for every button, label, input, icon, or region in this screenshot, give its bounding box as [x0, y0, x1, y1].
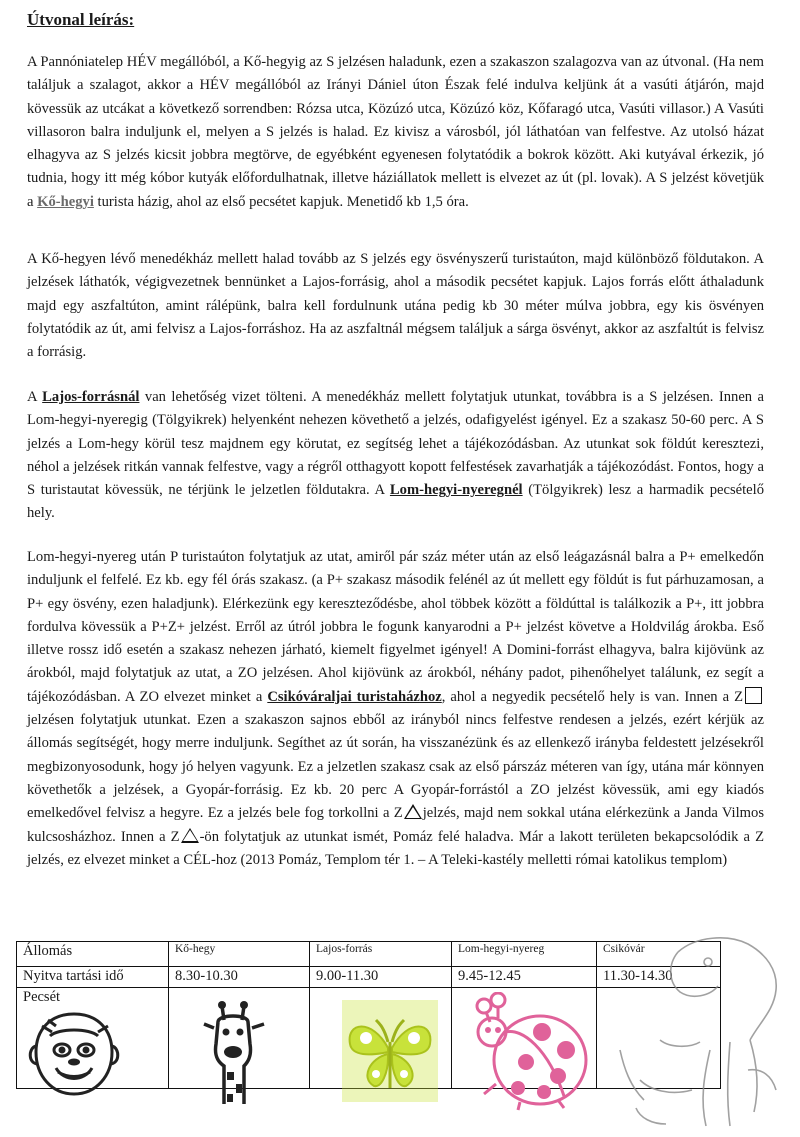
stamp-label: Pecsét [17, 988, 169, 1089]
hours-lajos-forras: 9.00-11.30 [310, 967, 452, 988]
p3-text-a: A [27, 389, 43, 405]
ladybug-stamp-icon [468, 992, 590, 1112]
p3-text-b: van lehetőség vizet tölteni. A menedékház mellett folytatjuk utunkat, továbbra is a S jelzésen. Innen a Lom-hegyi-nyeregig (Tölgyikrek) helyenként nehezen követhető a jelzés, odafigyelést igényel. Ez a szakasz 50-60 perc. A S jelzés a Lom-hegy körül tesz majdnem egy körutat, ez segítség lehet a tájékozódásban. Az utunkat sok földút keresztezi, néhol a jelzések ritkán vannak felfestve, vagy a régről otthagyott kopott felfestések zavarhatják a tájékozódást. Fontos, hogy a S turistautat kövessük, ne térjünk le jelzetlen földutakra. A [27, 389, 764, 499]
p1-text-b: turista házig, ahol az első pecsétet kapjuk. Menetidő kb 1,5 óra. [93, 193, 469, 210]
lom-hegyi-nyereg-link: Lom-hegyi-nyeregnél [389, 482, 523, 499]
giraffe-stamp-icon [200, 1000, 270, 1106]
triangle-trail-mark-icon [404, 804, 422, 819]
triangle-trail-mark-icon [181, 828, 199, 843]
header-station: Állomás [17, 942, 169, 967]
page-title: Útvonal leírás: [27, 10, 135, 29]
hours-ko-hegy: 8.30-10.30 [169, 967, 310, 988]
paragraph-1 [27, 51, 764, 214]
p1-text-a: A Pannóniatelep HÉV megállóból, a Kő-hegyig az S jelzésen haladunk, ezen a szakaszon szalagozva van az útvonal. (Ha nem találjuk a szalagot, akkor a HÉV megállóból az Irányi Dániel úton Észak felé indulva keljünk át a vasúti átjárón, majd kövessük az utcákat a következő sorrendben: Rózsa utca, Közúzó utca, Közúzó köz, Kőfaragó utca, Vasúti villasor.) A Vasúti villasoron balra induljunk el, melyen a S jelzés is halad. Ez kivisz a városból, jól láthatóan van felfestve. Az utolsó házat elhagyva az S jelzés kicsit jobbra megtörve, de egyébként egyenesen folytatódik a bokrok között. Aki kutyával érkezik, jó tudnia, hogy itt még kóbor kutyák előfordulhatnak, illetve háziállatok mellett is elvezet az út (pl. lovak). A S jelzést követjük a [27, 54, 764, 210]
csikovaraljai-link: Csikóváraljai turistaházhoz [267, 688, 442, 705]
hours-csikovar: 11.30-14.30 [597, 967, 721, 988]
p4-text-a: Lom-hegyi-nyereg után P turistaúton folytatjuk az utat, amiről pár száz méter után az első leágazásnál balra a P+ emelkedőn induljunk el felfelé. Ez kb. egy fél órás szakasz. (a P+ szakasz második felénél az út mellett egy földút is fut párhuzamosan, a P+ egy ösvény, ezen haladjunk). Elérkezünk egy kereszteződésbe, ahol többek között a földúttal is találkozik a P+, itt jobbra fordulva kövessük a P+Z+ jelzést. Erről az útról jobbra le fogunk kanyarodni a P+ jelzést követve a Holdvilág árokba. Eső illetve rossz idő esetén a szakasz nehezen járható, kiemelt figyelmet igényel! A Domini-forrást elhagyva, balra kijövünk az árokból, majd folytatjuk az utat, a ZO jelzésen. Ahol kijövünk az árokból, néhány padot, pihenőhelyet találunk, ez segít a tájékozódásban. A ZO elvezet minket a [27, 549, 764, 705]
faded-animal-stamp-icon [600, 930, 790, 1130]
p3-text-c: (Tölgyikrek) lesz a harmadik pecsételő hely. [27, 482, 764, 522]
p4-text-b: , ahol a negyedik pecsételő hely is van. Innen a Z [441, 688, 743, 705]
lajos-forras-link: Lajos-forrásnál [42, 389, 140, 405]
butterfly-stamp-icon [340, 998, 440, 1104]
square-trail-mark-icon [745, 687, 762, 704]
header-ko-hegy: Kő-hegy [169, 942, 310, 967]
paragraph-3 [27, 386, 764, 526]
paragraph-4 [27, 546, 764, 872]
p4-text-c: jelzésen folytatjuk utunkat. Ezen a szakaszon sajnos ebből az irányból nincs felfestve rendesen a jelzés, ezért kérjük az állomás segítségét, hogy merre induljunk. Segíthet az út során, ha visszanézünk és az ellenkező irányba feldestett jelzésekről megbizonyosodunk, hogy jó helyen vagyunk. Ez a jelzetlen szakasz csak az első párszáz méteren van így, utána már könnyen követhetők a jelzések, a Gyopár-forrásig. Ez kb. 20 perc A Gyopár-forrástól a ZO jelzést kövessük, ami egy kiadós emelkedővel felvisz a hegyre. Ez a jelzés bele fog torkollni a Z [27, 712, 764, 822]
ko-hegyi-link: Kő-hegyi [37, 193, 94, 210]
header-lajos-forras: Lajos-forrás [310, 942, 452, 967]
header-csikovar: Csikóvár [597, 942, 721, 967]
paragraph-2: A Kő-hegyen lévő menedékház mellett halad tovább az S jelzés egy ösvényszerű turistaúton, majd különböző földutakon. A jelzések láthatók, végigvezetnek bennünket a Lajos-forrásig, ahol a második pecsétet kapjuk. Lajos forrás előtt áthaladunk majd egy aszfaltúton, amint rálépünk, balra kell fordulnunk utána pedig kb 30 méter múlva jobbra, egy kis ösvényen folytatódik az út, ami felvisz a Lajos-forráshoz. Ha az aszfaltnál mégsem találjuk a sárga ösvényt, akkor az aszfaltút is felvisz a forrásig. [27, 251, 764, 361]
p4-text-d: jelzés, majd nem sokkal utána elérkezünk a Janda Vilmos kulcsosházhoz. Innen a Z [27, 805, 764, 845]
hours-label: Nyitva tartási idő [17, 967, 169, 988]
header-lom-hegyi-nyereg: Lom-hegyi-nyereg [452, 942, 597, 967]
hours-lom-hegyi-nyereg: 9.45-12.45 [452, 967, 597, 988]
p4-text-e: -ön folytatjuk az utunkat ismét, Pomáz felé haladva. Már a lakott területen bekapcsolódik a Z jelzés, ez elvezet minket a CÉL-hoz (2013 Pomáz, Templom tér 1. – A Teleki-kastély melletti római katolikus templom) [27, 828, 764, 868]
monkey-stamp-icon [28, 1006, 120, 1102]
